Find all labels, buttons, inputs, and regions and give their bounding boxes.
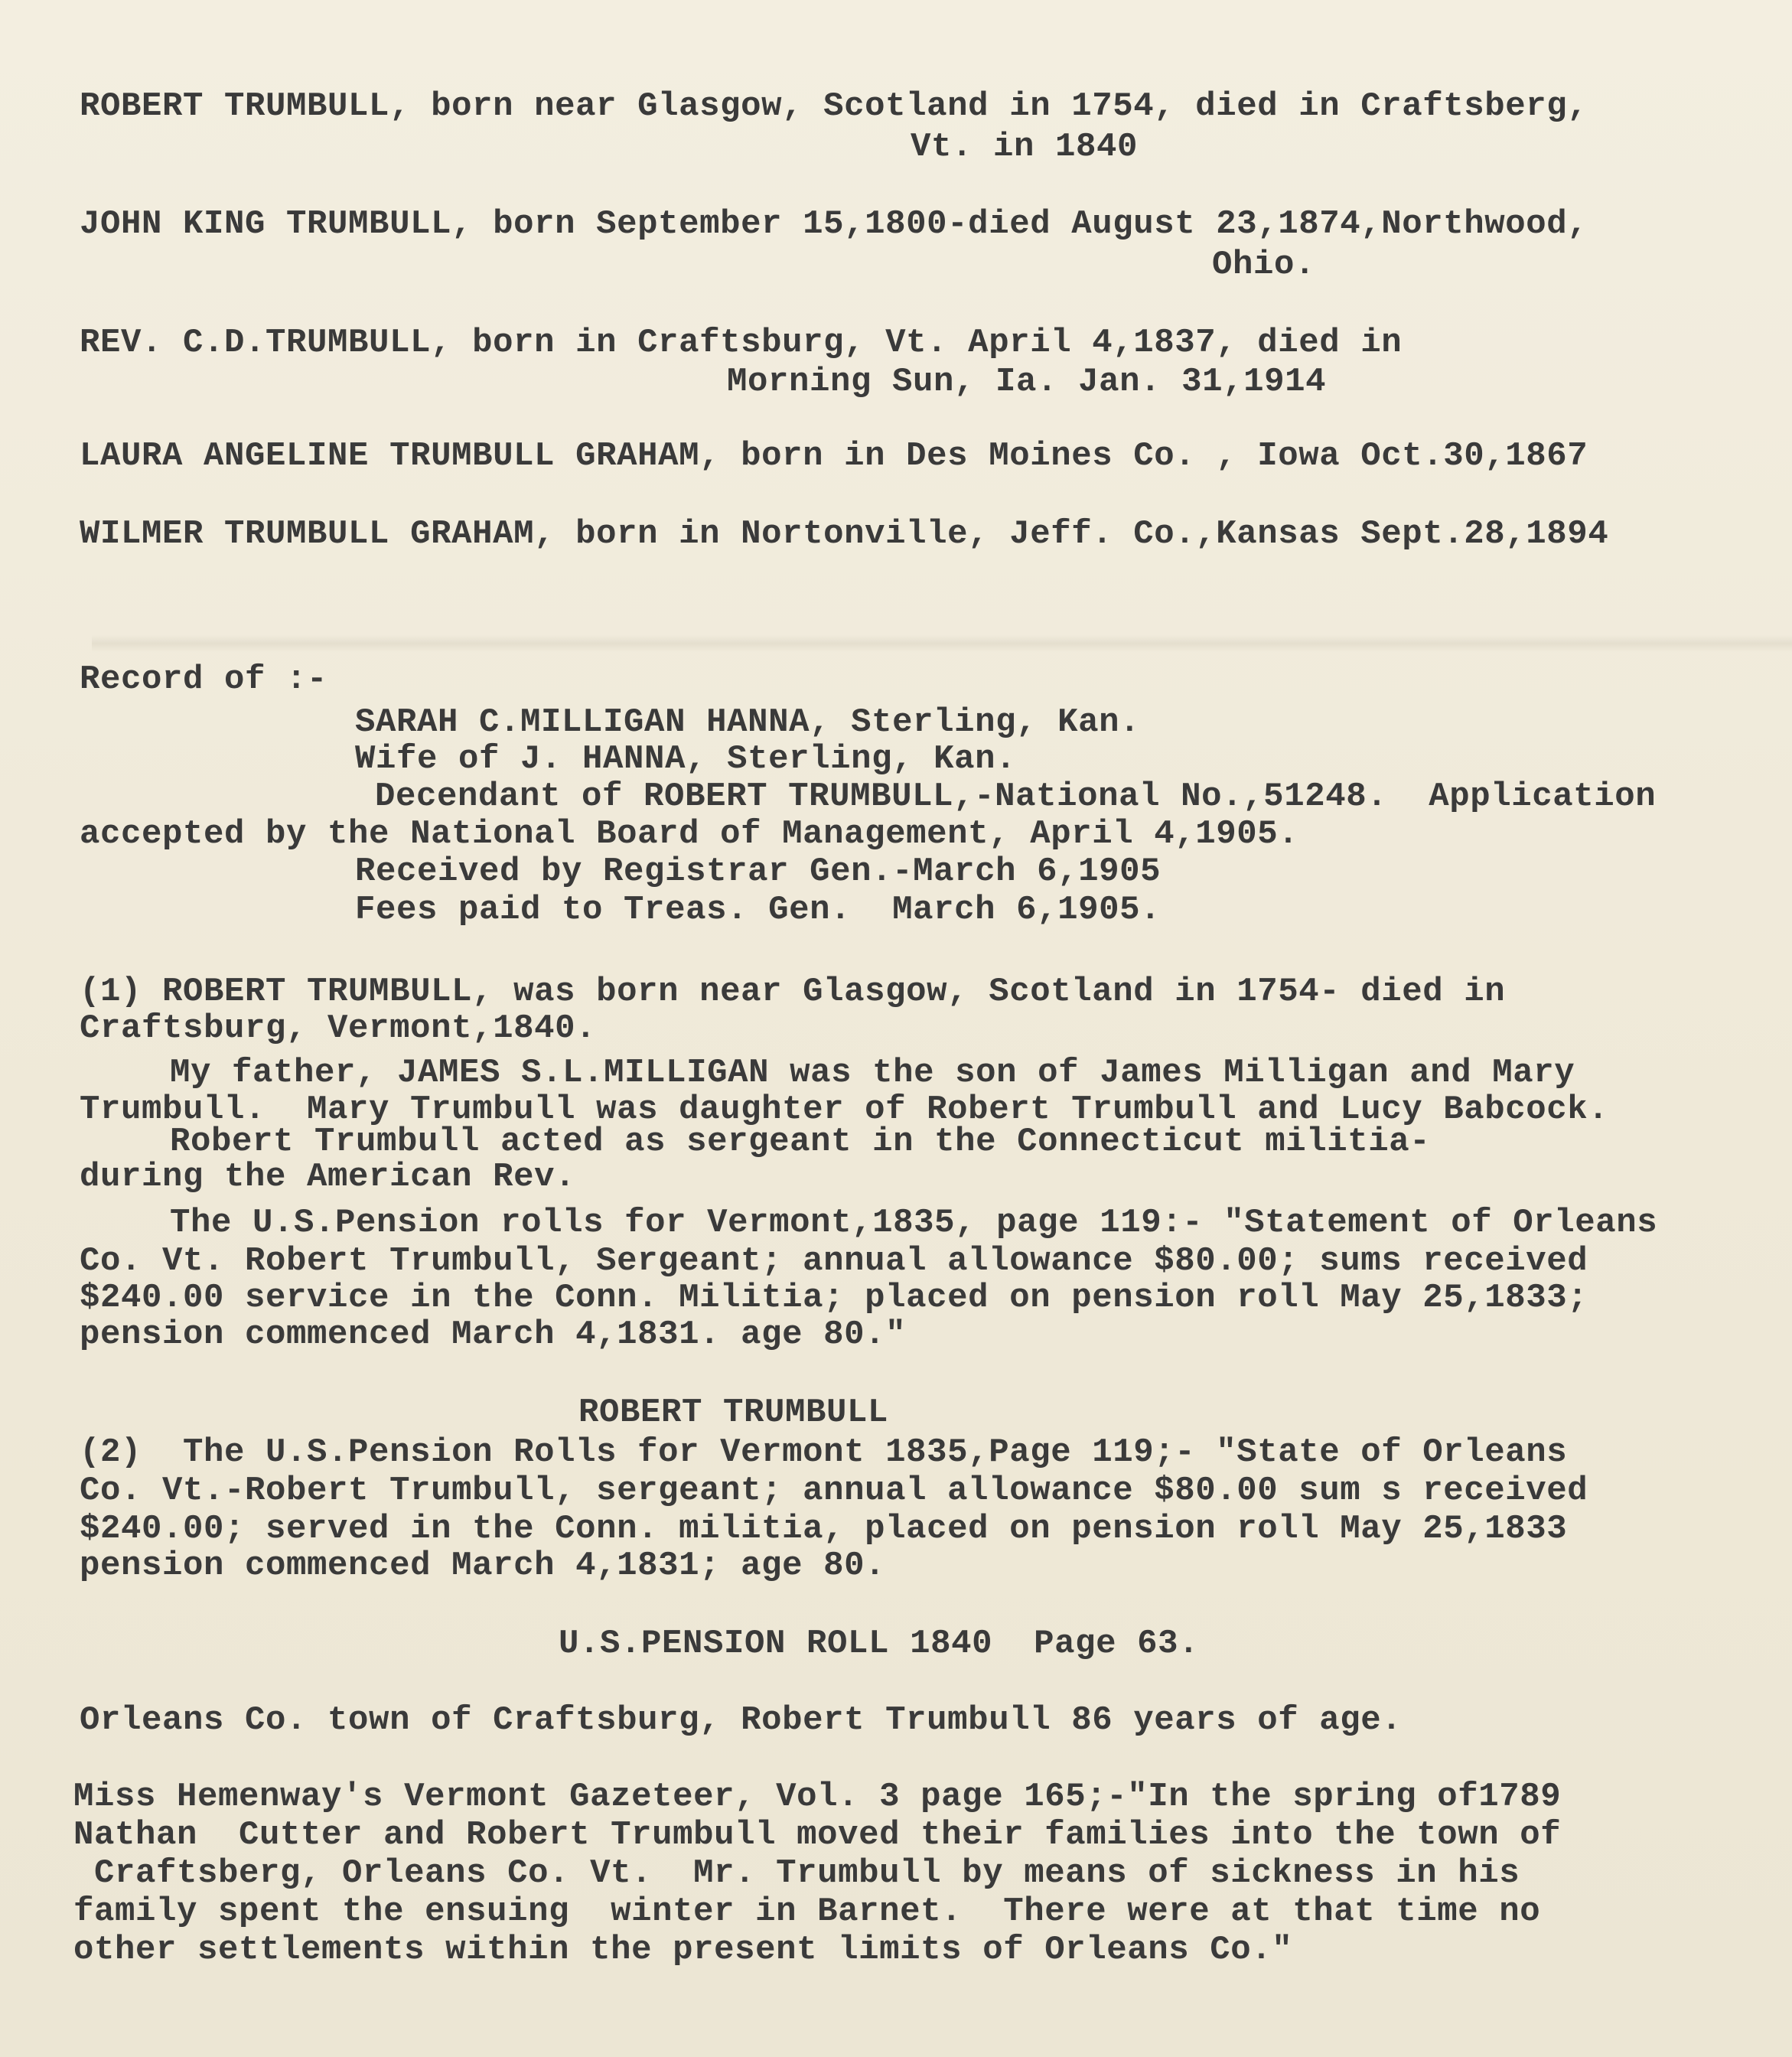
section1-line: My father, JAMES S.L.MILLIGAN was the son of James Milligan and Mary	[170, 1054, 1575, 1092]
section1-line: Co. Vt. Robert Trumbull, Sergeant; annual allowance $80.00; sums received	[80, 1242, 1588, 1280]
section1-line: Trumbull. Mary Trumbull was daughter of Robert Trumbull and Lucy Babcock.	[80, 1090, 1609, 1129]
section2-heading: ROBERT TRUMBULL	[578, 1394, 889, 1432]
section3-line: Orleans Co. town of Craftsburg, Robert Trumbull 86 years of age.	[80, 1701, 1403, 1739]
section2-line: $240.00; served in the Conn. militia, placed on pension roll May 25,1833	[80, 1510, 1568, 1548]
section1-line: pension commenced March 4,1831. age 80."	[80, 1315, 907, 1354]
section1-line: during the American Rev.	[80, 1158, 576, 1196]
record-line: Fees paid to Treas. Gen. March 6,1905.	[355, 891, 1162, 929]
record-line: accepted by the National Board of Management, April 4,1905.	[80, 815, 1299, 853]
record-line: Wife of J. HANNA, Sterling, Kan.	[355, 740, 1017, 778]
record-line: SARAH C.MILLIGAN HANNA, Sterling, Kan.	[355, 703, 1141, 742]
genealogy-line: JOHN KING TRUMBULL, born September 15,1800-died August 23,1874,Northwood,	[80, 205, 1588, 243]
section1-line: Craftsburg, Vermont,1840.	[80, 1009, 597, 1048]
genealogy-line-continued: Morning Sun, Ia. Jan. 31,1914	[727, 363, 1327, 401]
genealogy-line: REV. C.D.TRUMBULL, born in Craftsburg, Vt. April 4,1837, died in	[80, 324, 1403, 362]
section2-line: pension commenced March 4,1831; age 80.	[80, 1547, 886, 1585]
genealogy-line: ROBERT TRUMBULL, born near Glasgow, Scotland in 1754, died in Craftsberg,	[80, 87, 1588, 126]
section4-line: Craftsberg, Orleans Co. Vt. Mr. Trumbull by means of sickness in his	[73, 1854, 1520, 1892]
section4-line: Miss Hemenway's Vermont Gazeteer, Vol. 3 page 165;-"In the spring of1789	[73, 1778, 1562, 1816]
section1-line: Robert Trumbull acted as sergeant in the Connecticut militia-	[170, 1123, 1431, 1161]
genealogy-line: WILMER TRUMBULL GRAHAM, born in Nortonville, Jeff. Co.,Kansas Sept.28,1894	[80, 515, 1609, 553]
section4-line: Nathan Cutter and Robert Trumbull moved their families into the town of	[73, 1816, 1562, 1854]
section3-heading: U.S.PENSION ROLL 1840 Page 63.	[559, 1625, 1200, 1663]
section4-line: family spent the ensuing winter in Barnet. There were at that time no	[73, 1892, 1541, 1931]
section1-line: (1) ROBERT TRUMBULL, was born near Glasgow, Scotland in 1754- died in	[80, 973, 1506, 1011]
record-line: Decendant of ROBERT TRUMBULL,-National No.,51248. Application	[375, 777, 1657, 816]
section2-line: (2) The U.S.Pension Rolls for Vermont 1835,Page 119;- "State of Orleans	[80, 1433, 1568, 1472]
genealogy-line: LAURA ANGELINE TRUMBULL GRAHAM, born in Des Moines Co. , Iowa Oct.30,1867	[80, 437, 1588, 475]
section1-line: $240.00 service in the Conn. Militia; placed on pension roll May 25,1833;	[80, 1279, 1588, 1317]
genealogy-line-continued: Vt. in 1840	[911, 128, 1139, 166]
section4-line: other settlements within the present limits of Orleans Co."	[73, 1931, 1293, 1969]
section2-line: Co. Vt.-Robert Trumbull, sergeant; annual allowance $80.00 sum s received	[80, 1472, 1588, 1510]
record-heading: Record of :-	[80, 660, 328, 699]
record-line: Received by Registrar Gen.-March 6,1905	[355, 852, 1162, 891]
genealogy-line-continued: Ohio.	[1212, 246, 1316, 284]
section1-line: The U.S.Pension rolls for Vermont,1835, page 119:- "Statement of Orleans	[170, 1204, 1658, 1242]
